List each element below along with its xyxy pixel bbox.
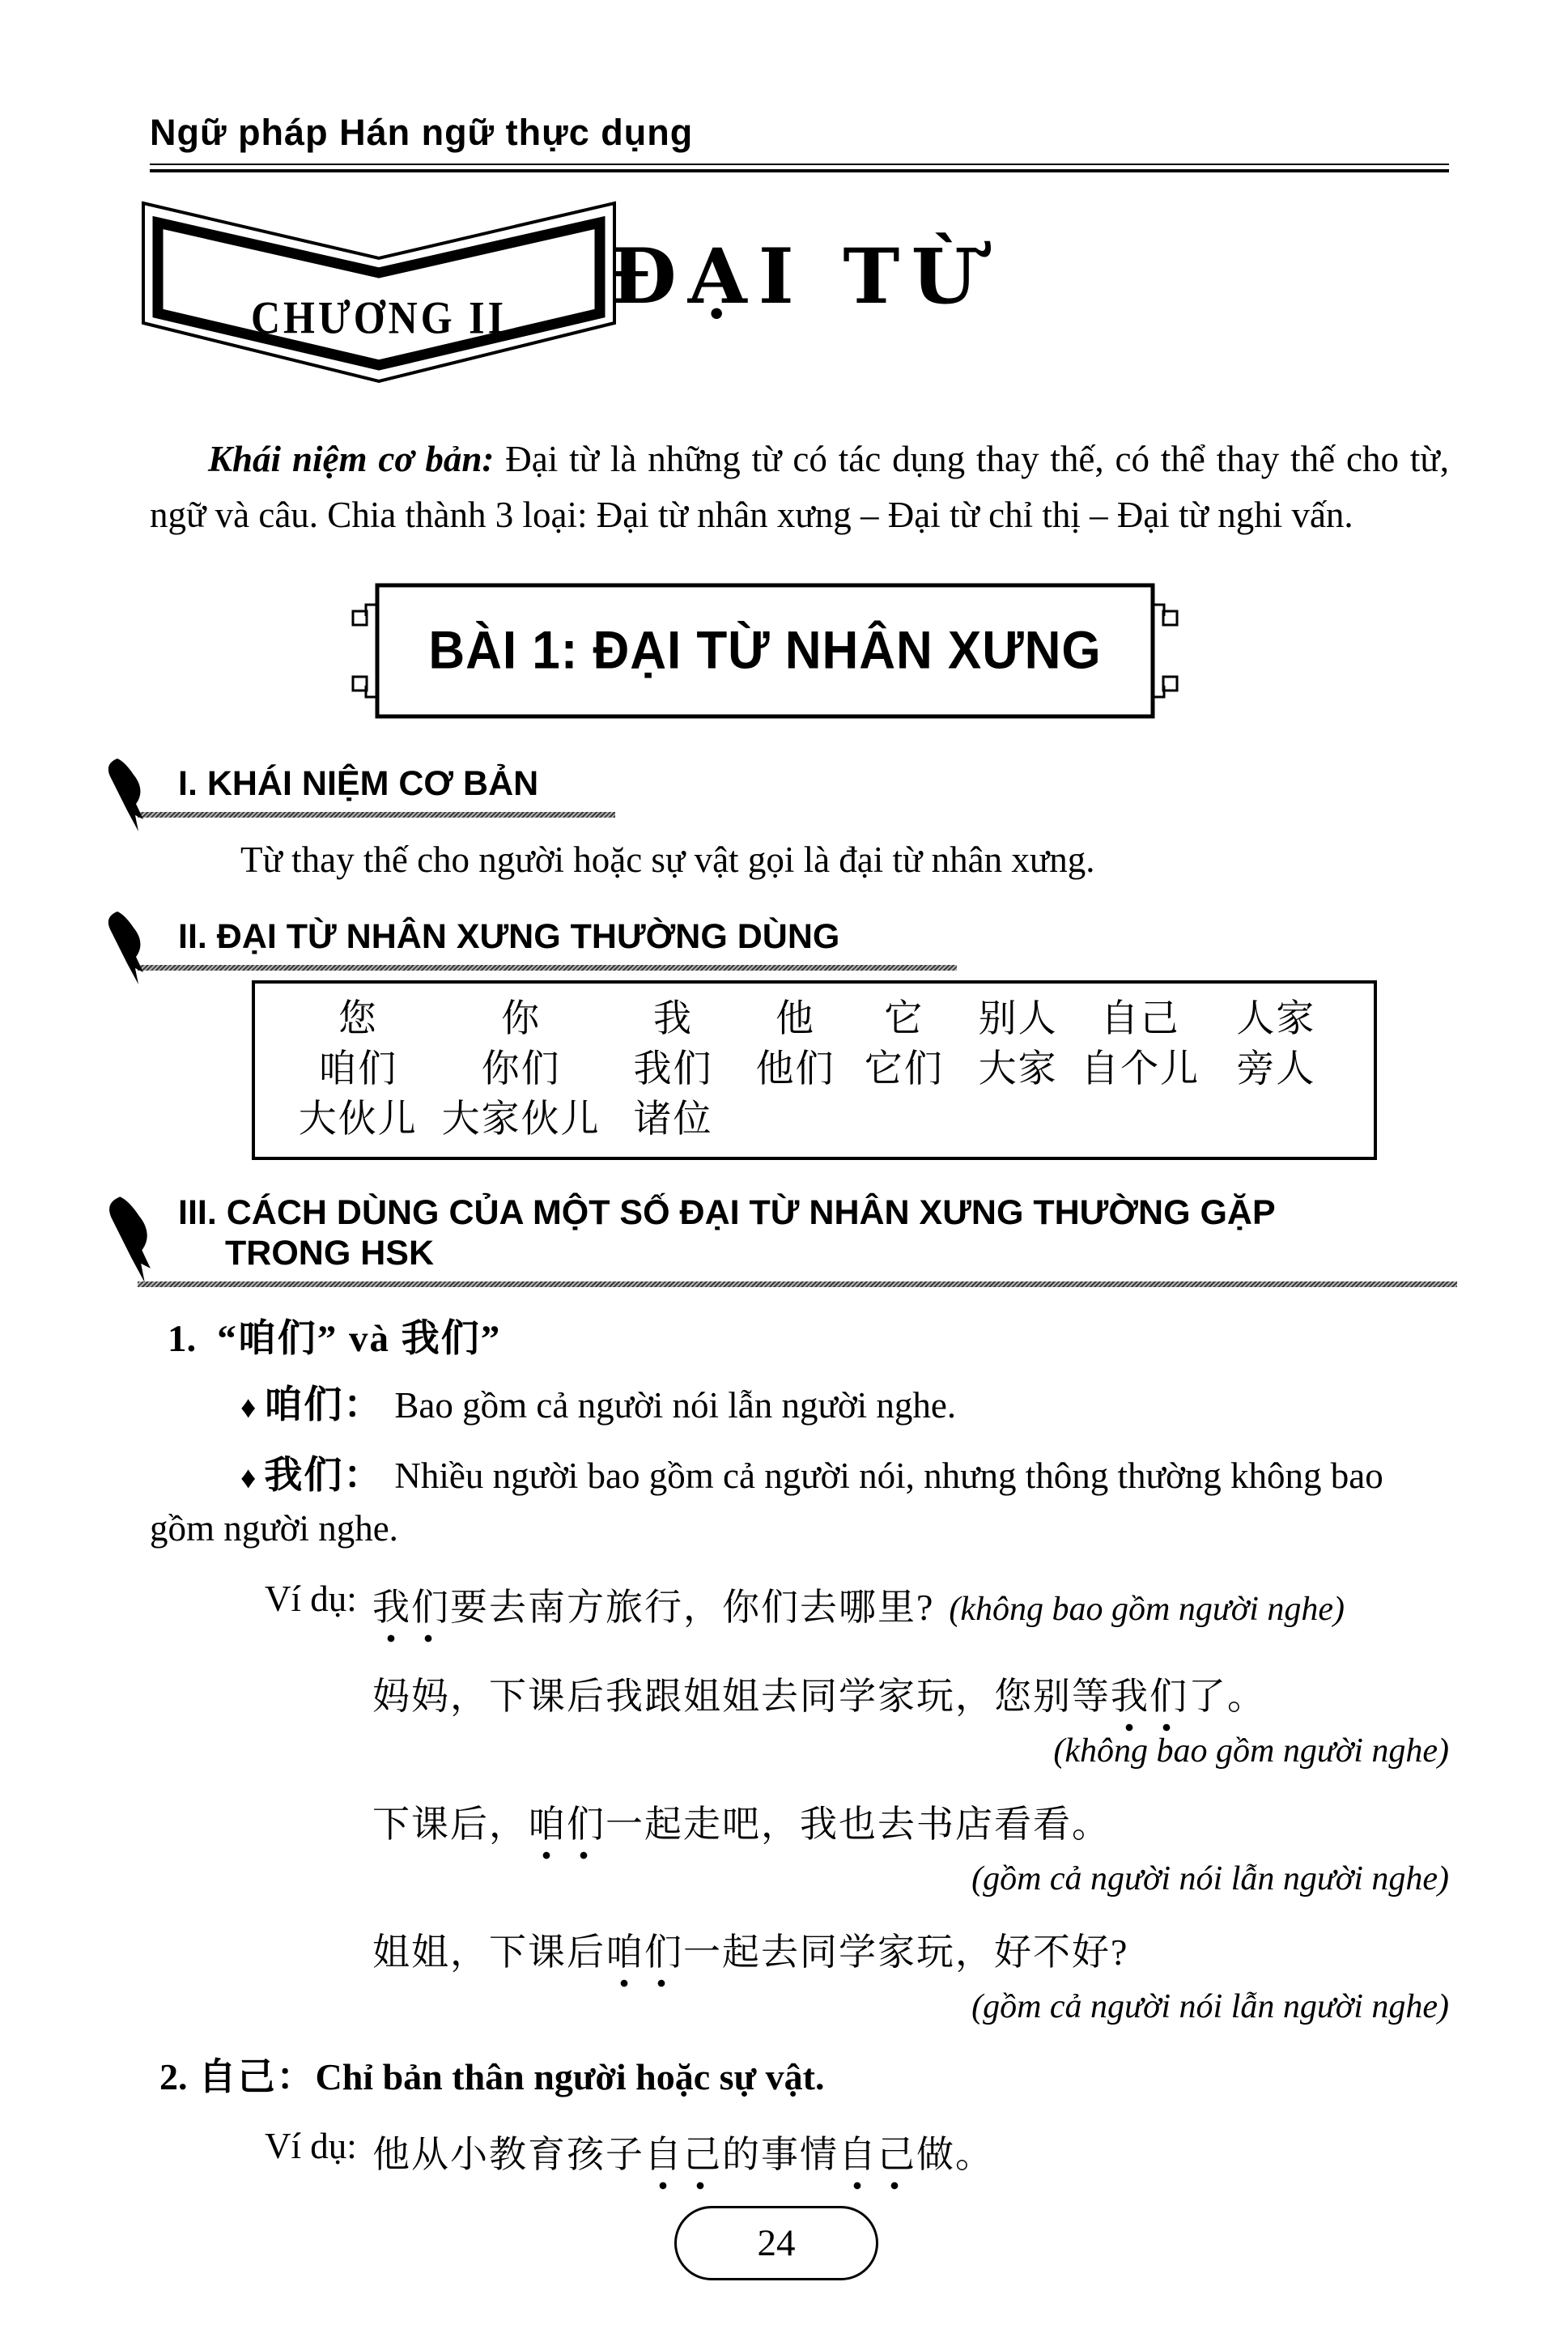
example-2-note: (không bao gồm người nghe)	[1053, 1732, 1449, 1770]
example-line-2	[150, 1667, 1449, 1720]
example-4-text-pre: 姐姐，下课后	[372, 1931, 606, 1973]
item-1-title: “咱们” và 我们”	[217, 1318, 502, 1360]
item-2-text: Chỉ bản thân người hoặc sự vật.	[315, 2056, 825, 2097]
vidu-label: Ví dụ:	[265, 2126, 357, 2166]
pronoun-word: 它	[884, 998, 924, 1040]
item-2-heading	[150, 2047, 1449, 2101]
bullet-women-text: Nhiều người bao gồm cả người nói, nhưng thông thường không bao gồm người nghe.	[150, 1455, 1383, 1549]
section-underline	[138, 965, 957, 971]
pronoun-word: 你	[501, 998, 542, 1040]
section-3-title-line2: TRONG HSK	[225, 1234, 434, 1273]
example-4-note: (gồm cả người nói lẫn người nghe)	[971, 1988, 1449, 2025]
section-underline	[138, 812, 615, 818]
example-5-emphasis-2: 自己	[839, 2134, 916, 2190]
example-line-3	[150, 1795, 1449, 1848]
pronoun-word: 大家	[978, 1048, 1058, 1090]
pronoun-word: 诸位	[633, 1099, 713, 1141]
item-2-term: 自己：	[198, 2056, 316, 2097]
section-1-body: Từ thay thế cho người hoặc sự vật gọi là đại từ nhân xưng.	[240, 839, 1095, 880]
example-2-emphasis: 我们	[1111, 1676, 1188, 1732]
item-1-number: 1.	[168, 1318, 197, 1360]
pronoun-empty-cell	[741, 1097, 849, 1142]
example-5-text-mid: 的事情	[722, 2134, 839, 2175]
pronoun-empty-cell	[1077, 1097, 1202, 1142]
pronoun-word: 自己	[1100, 998, 1180, 1040]
diamond-bullet-icon: ♦	[240, 1461, 257, 1495]
header-rule	[150, 164, 1449, 172]
bullet-zanmen-text: Bao gồm cả người nói lẫn người nghe.	[394, 1385, 957, 1426]
example-line-1	[150, 1578, 1449, 1631]
section-underline	[138, 1281, 1457, 1287]
section-3-heading	[150, 1192, 1449, 1287]
lesson-banner-label: BÀI 1: ĐẠI TỪ NHÂN XƯNG	[428, 619, 1102, 680]
example-3-emphasis: 咱们	[528, 1804, 606, 1859]
pronoun-word: 大家伙儿	[441, 1099, 601, 1141]
pronoun-word: 人家	[1236, 998, 1316, 1040]
pen-icon	[103, 757, 148, 838]
example-5-text-pre: 他从小教育孩子	[372, 2134, 644, 2175]
running-header: Ngữ pháp Hán ngữ thực dụng	[150, 112, 694, 153]
pronoun-word: 你们	[481, 1048, 561, 1090]
example-2-text-post: 了。	[1188, 1676, 1266, 1717]
example-5-emphasis-1: 自己	[644, 2134, 722, 2190]
example-2-text-pre: 妈妈，下课后我跟姐姐去同学家玩，您别等	[372, 1676, 1111, 1717]
page-number-pill	[674, 2206, 878, 2280]
example-1-text: 要去南方旅行，你们去哪里?	[450, 1587, 935, 1628]
pronoun-word: 旁人	[1236, 1048, 1316, 1090]
example-3-text-pre: 下课后，	[372, 1804, 528, 1845]
page-number: 24	[757, 2222, 796, 2264]
example-1-note: (không bao gồm người nghe)	[949, 1591, 1345, 1628]
example-3-note: (gồm cả người nói lẫn người nghe)	[971, 1860, 1449, 1897]
diamond-bullet-icon: ♦	[240, 1391, 257, 1425]
pronoun-word: 我	[653, 998, 693, 1040]
pen-icon	[103, 910, 148, 991]
pen-icon	[103, 1186, 156, 1299]
example-5-text-post: 做。	[916, 2134, 994, 2175]
example-line-4	[150, 1923, 1449, 1976]
pronoun-word: 自个儿	[1081, 1048, 1200, 1090]
chapter-badge-label: CHƯƠNG II	[250, 291, 508, 344]
intro-text: Đại từ là những từ có tác dụng thay thế, có thể thay thế cho từ, ngữ và câu. Chia thành 3 loại: Đại từ nhân xưng – Đại từ chỉ thị – Đại từ nghi vấn.	[150, 439, 1449, 535]
bullet-women-term: 我们：	[264, 1455, 384, 1497]
example-4-emphasis: 咱们	[606, 1931, 683, 1987]
section-2-heading	[150, 916, 1449, 971]
chapter-banner-row	[150, 198, 1449, 391]
section-1-title: I. KHÁI NIỆM CƠ BẢN	[178, 764, 539, 803]
chapter-title: ĐẠI TỪ	[610, 232, 989, 321]
pronoun-word: 它们	[864, 1048, 944, 1090]
pronoun-word: 他	[776, 998, 815, 1040]
intro-lead: Khái niệm cơ bản:	[208, 439, 495, 479]
bullet-zanmen-term: 咱们：	[264, 1384, 384, 1426]
pronoun-word: 大伙儿	[298, 1099, 418, 1141]
pronoun-empty-cell	[958, 1097, 1078, 1142]
pronoun-empty-cell	[1203, 1097, 1349, 1142]
section-3-title-line1: III. CÁCH DÙNG CỦA MỘT SỐ ĐẠI TỪ NHÂN XƯNG THƯỜNG GẶP	[178, 1193, 1276, 1232]
example-3-text-post: 一起走吧，我也去书店看看。	[606, 1804, 1111, 1845]
example-4-text-post: 一起去同学家玩，好不好?	[683, 1931, 1129, 1973]
lesson-banner	[348, 579, 1182, 723]
pronoun-word: 您	[338, 998, 378, 1040]
section-1-heading	[150, 763, 1449, 818]
pronoun-table	[252, 980, 1377, 1160]
bullet-women	[150, 1451, 1449, 1553]
pronoun-word: 他们	[755, 1048, 835, 1090]
section-2-title: II. ĐẠI TỪ NHÂN XƯNG THƯỜNG DÙNG	[178, 917, 840, 956]
pronoun-empty-cell	[850, 1097, 958, 1142]
item-1-heading	[150, 1308, 1449, 1362]
example-1-emphasis: 我们	[372, 1587, 450, 1642]
intro-paragraph	[150, 431, 1449, 543]
vidu-label: Ví dụ:	[265, 1579, 357, 1619]
pronoun-word: 我们	[633, 1048, 713, 1090]
item-2-number: 2.	[159, 2056, 188, 2097]
pronoun-word: 咱们	[318, 1048, 398, 1090]
pronoun-word: 别人	[978, 998, 1058, 1040]
example-line-5	[150, 2125, 1449, 2178]
bullet-zanmen	[150, 1380, 1449, 1433]
